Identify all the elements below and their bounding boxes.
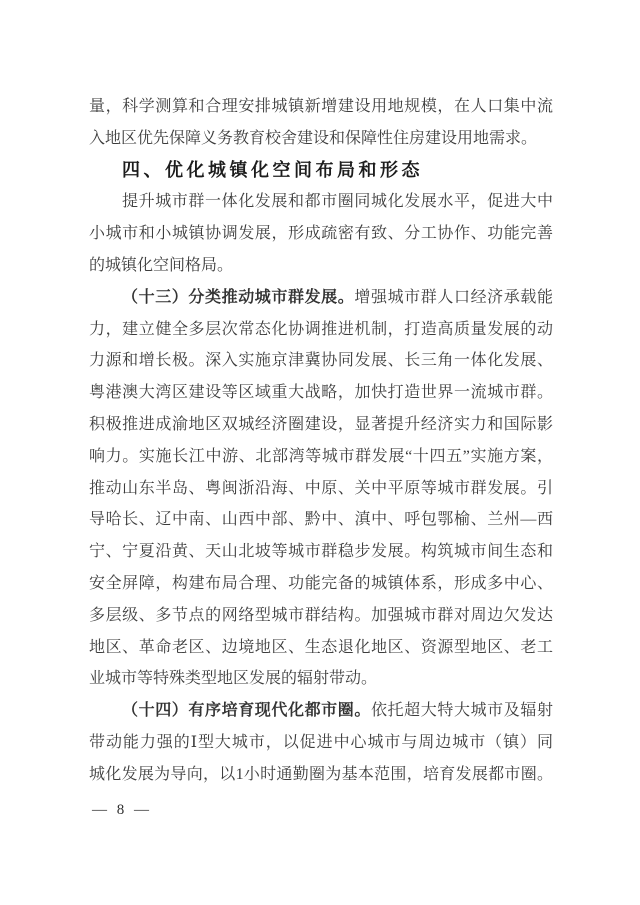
text-line: 业城市等特殊类型地区发展的辐射带动。 bbox=[89, 670, 378, 688]
section-heading: 四、优化城镇化空间布局和形态 bbox=[122, 159, 423, 180]
text-line: 力源和增长极。深入实施京津冀协同发展、长三角一体化发展、 bbox=[89, 352, 553, 370]
text-line: 积极推进成渝地区双城经济圈建设，显著提升经济实力和国际影 bbox=[89, 415, 553, 433]
text-line: 粤港澳大湾区建设等区域重大战略，加快打造世界一流城市群。 bbox=[89, 384, 553, 402]
text-line: （十三）分类推动城市群发展。增强城市群人口经济承载能 bbox=[122, 288, 553, 306]
text-line: 量，科学测算和合理安排城镇新增建设用地规模，在人口集中流 bbox=[89, 98, 553, 115]
document-body bbox=[89, 91, 553, 791]
text-line: 提升城市群一体化发展和都市圈同城化发展水平，促进大中 bbox=[122, 193, 553, 211]
page-number: — 8 — bbox=[92, 802, 152, 818]
text-line: 的城镇化空间格局。 bbox=[89, 256, 234, 274]
text-line: 带动能力强的Ⅰ型大城市，以促进中心城市与周边城市（镇）同 bbox=[89, 733, 553, 751]
text-line: 响力。实施长江中游、北部湾等城市群发展“十四五”实施方案， bbox=[89, 447, 553, 465]
paragraph-lead: （十三）分类推动城市群发展。 bbox=[122, 288, 355, 306]
paragraph-lead: （十四）有序培育现代化都市圈。 bbox=[122, 702, 371, 720]
text-line: 入地区优先保障义务教育校舍建设和保障性住房建设用地需求。 bbox=[89, 129, 538, 147]
text-line: 城化发展为导向，以1小时通勤圈为基本范围，培育发展都市圈。 bbox=[89, 765, 553, 783]
text-line: （十四）有序培育现代化都市圈。依托超大特大城市及辐射 bbox=[122, 702, 553, 720]
text-line: 导哈长、辽中南、山西中部、黔中、滇中、呼包鄂榆、兰州—西 bbox=[89, 511, 553, 529]
text-line: 安全屏障，构建布局合理、功能完备的城镇体系，形成多中心、 bbox=[89, 574, 553, 592]
text-line: 小城市和小城镇协调发展，形成疏密有致、分工协作、功能完善 bbox=[89, 225, 553, 243]
text-line: 多层级、多节点的网络型城市群结构。加强城市群对周边欠发达 bbox=[89, 606, 553, 624]
text-line: 力，建立健全多层次常态化协调推进机制，打造高质量发展的动 bbox=[89, 320, 553, 338]
text-line: 地区、革命老区、边境地区、生态退化地区、资源型地区、老工 bbox=[89, 638, 553, 656]
text-line: 推动山东半岛、粤闽浙沿海、中原、关中平原等城市群发展。引 bbox=[89, 479, 553, 497]
text-line: 宁、宁夏沿黄、天山北坡等城市群稳步发展。构筑城市间生态和 bbox=[89, 543, 553, 561]
